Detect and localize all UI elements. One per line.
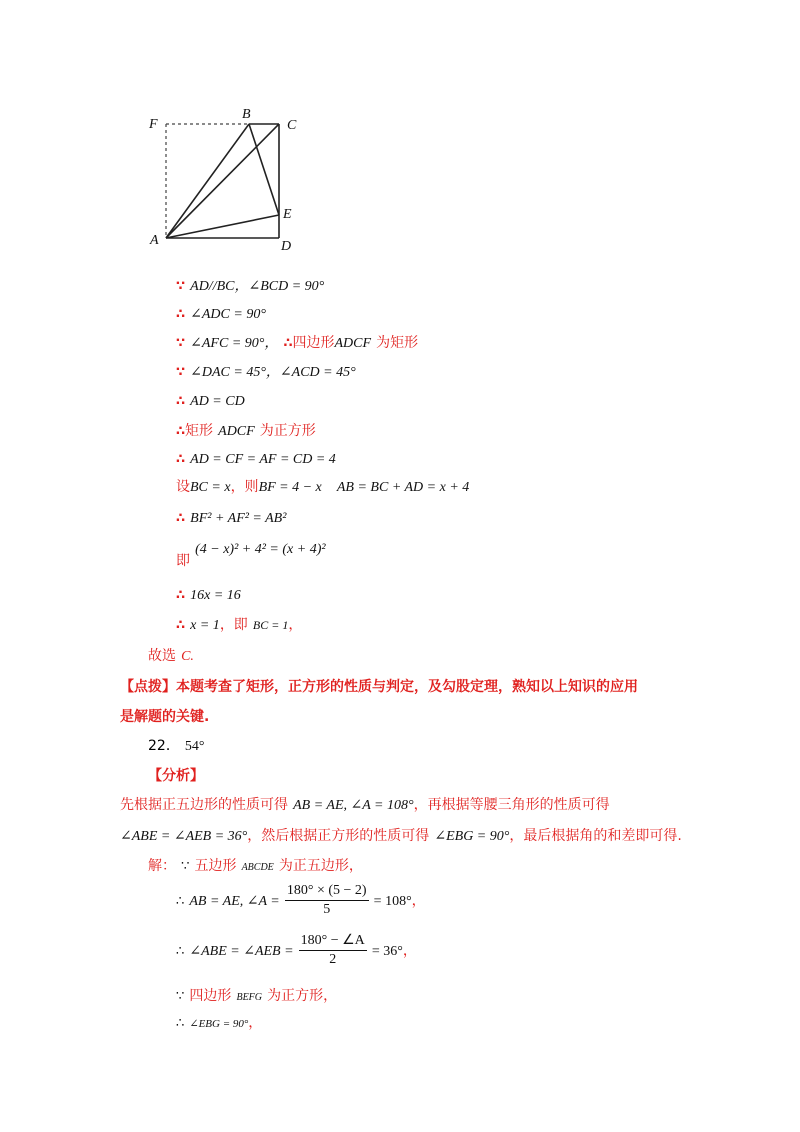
text: ，再根据等腰三角形的性质可得 [413, 797, 610, 813]
fraction [285, 882, 369, 919]
solution-label: 解： [148, 858, 176, 874]
math-expr: AD = CF = AF = CD = 4 [190, 452, 336, 467]
math-expr: ∠EBG = 90° [189, 1018, 249, 1030]
proof-line-3 [176, 332, 418, 352]
text: 为矩形 [376, 335, 419, 351]
text: 为正五边形， [278, 858, 363, 874]
proof-line-2 [176, 303, 266, 323]
proof-line-6 [176, 420, 316, 440]
answer-label: 故选 [148, 648, 176, 664]
text: 设 [176, 479, 190, 495]
question-answer: 54° [184, 739, 205, 754]
tip-text: 是解题的关键. [120, 709, 210, 725]
text: 矩形 [185, 423, 214, 439]
because-symbol: ∵ [176, 989, 185, 1004]
analysis-heading [148, 765, 204, 785]
because-symbol: ∵ [176, 279, 186, 294]
math-expr: ADCF [218, 424, 255, 439]
analysis-line-1 [120, 794, 610, 814]
text: 四边形 [292, 335, 335, 351]
solution-line-5 [176, 1012, 262, 1032]
label-d: D [281, 239, 292, 254]
text: ，则 [230, 479, 259, 495]
math-expr: ∠ADC = 90° [190, 307, 266, 322]
math-expr: ∠ABE = ∠AEB = 36° [120, 829, 248, 844]
question-22 [148, 735, 205, 755]
text: 即 [176, 553, 190, 569]
text: ， [411, 893, 426, 909]
label-f: F [149, 117, 158, 132]
math-expr: = 36° [371, 944, 403, 959]
because-symbol: ∵ [176, 365, 186, 380]
text: 先根据正五边形的性质可得 [120, 797, 288, 813]
edge-ab [166, 124, 249, 238]
therefore-symbol: ∴ [176, 424, 186, 439]
therefore-symbol: ∴ [176, 1016, 185, 1031]
text: ， [288, 617, 303, 633]
math-expr: BC = x [190, 480, 231, 495]
fraction-denominator: 2 [329, 952, 337, 967]
proof-line-9 [176, 507, 286, 527]
edge-be [249, 124, 279, 215]
math-expr: AD//BC，∠BCD = 90° [190, 279, 325, 294]
solution-line-4 [176, 985, 337, 1005]
tip-line-1 [120, 676, 638, 696]
proof-line-5 [176, 390, 245, 410]
fraction [299, 932, 367, 969]
therefore-symbol: ∴ [176, 511, 186, 526]
proof-line-8 [176, 476, 469, 496]
analysis-line-2 [120, 825, 682, 845]
math-expr: BF = 4 − x [258, 480, 322, 495]
math-expr: ADCF [334, 336, 372, 351]
text: ， [402, 943, 417, 959]
math-expr: BF² + AF² = AB² [190, 511, 287, 526]
tip-line-2 [120, 706, 209, 726]
tip-bracket: 【点拨】 [120, 679, 176, 695]
math-expr: BEFG [236, 992, 263, 1003]
math-expr: BC = 1 [252, 618, 289, 632]
label-e: E [283, 207, 292, 222]
therefore-symbol: ∴ [176, 894, 185, 909]
math-expr: (4 − x)² + 4² = (x + 4)² [195, 542, 326, 557]
solution-line-1 [148, 855, 363, 875]
solution-line-3 [176, 932, 417, 969]
math-expr: AD = CD [190, 394, 245, 409]
answer-line [148, 645, 194, 665]
text: ， [248, 1015, 263, 1031]
math-expr: ∠ABE = ∠AEB = [189, 944, 294, 959]
math-expr: ∠AFC = 90°， [190, 336, 279, 351]
text: ，即 [219, 617, 248, 633]
tip-text: 本题考查了矩形，正方形的性质与判定，及勾股定理，熟知以上知识的应用 [176, 679, 638, 695]
analysis-bracket: 【分析】 [148, 768, 204, 784]
edge-ae [166, 215, 279, 238]
math-expr: = 108° [373, 894, 412, 909]
text: ，然后根据正方形的性质可得 [247, 828, 430, 844]
therefore-symbol: ∴ [176, 394, 186, 409]
solution-line-2 [176, 882, 426, 919]
fraction-denominator: 5 [323, 902, 331, 917]
therefore-symbol: ∴ [176, 307, 186, 322]
math-expr: ∠EBG = 90° [434, 829, 510, 844]
proof-line-4 [176, 361, 356, 381]
math-expr: x = 1 [190, 618, 220, 633]
therefore-symbol: ∴ [176, 944, 185, 959]
text: 为正方形 [259, 423, 316, 439]
therefore-symbol: ∴ [176, 588, 186, 603]
math-expr: ∠DAC = 45°，∠ACD = 45° [190, 365, 356, 380]
text: ，最后根据角的和差即可得. [509, 828, 682, 844]
because-symbol: ∵ [176, 336, 186, 351]
proof-line-1 [176, 275, 324, 295]
text: 四边形 [189, 988, 232, 1004]
edge-ac [166, 124, 279, 238]
fraction-numerator: 180° × (5 − 2) [285, 882, 369, 901]
text: 为正方形， [267, 988, 338, 1004]
therefore-symbol: ∴ [176, 452, 186, 467]
therefore-symbol: ∴ [283, 336, 293, 351]
therefore-symbol: ∴ [176, 618, 186, 633]
because-symbol: ∵ [181, 859, 190, 874]
math-expr: ABCDE [241, 862, 274, 873]
label-c: C [287, 118, 297, 133]
proof-line-7 [176, 448, 336, 468]
text: 五边形 [194, 858, 237, 874]
proof-line-11 [176, 584, 241, 604]
answer-value: C. [181, 649, 194, 664]
question-number: 22． [148, 738, 180, 754]
fraction-numerator: 180° − ∠A [299, 932, 367, 951]
label-a: A [150, 233, 159, 248]
label-b: B [242, 107, 251, 122]
geometry-figure [140, 100, 320, 260]
proof-line-10 [176, 538, 326, 569]
math-expr: AB = AE, ∠A = 108° [293, 798, 414, 813]
proof-line-12 [176, 614, 302, 634]
math-expr: AB = BC + AD = x + 4 [336, 480, 470, 495]
math-expr: 16x = 16 [190, 588, 241, 603]
math-expr: AB = AE, ∠A = [189, 894, 280, 909]
